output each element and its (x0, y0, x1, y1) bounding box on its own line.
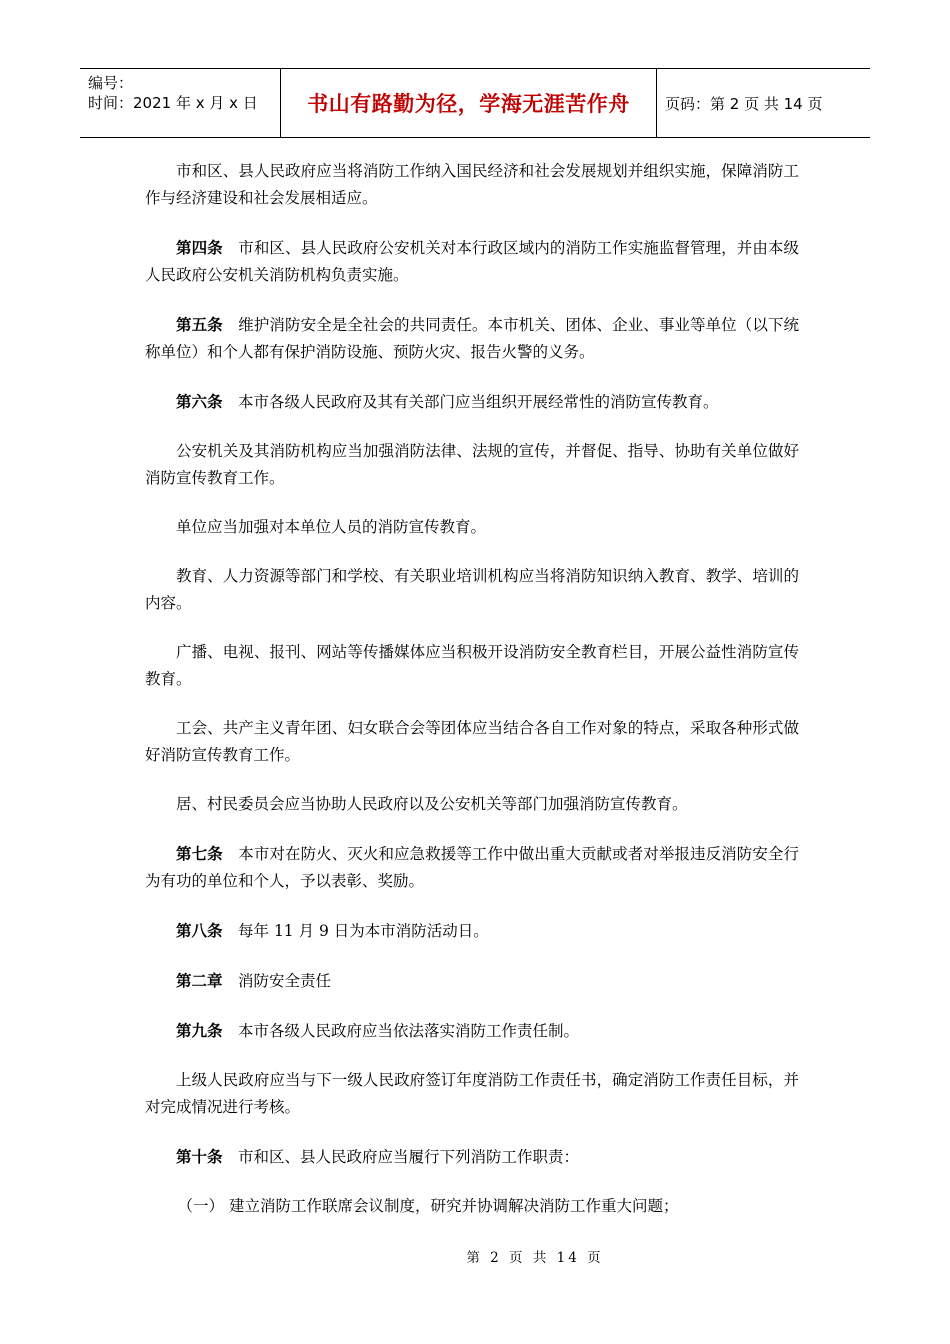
article-heading: 第十条 (176, 1147, 223, 1166)
paragraph-1 (145, 158, 799, 212)
document-time: 时间：2021 年 x 月 x 日 (88, 94, 258, 112)
paragraph-text: 广播、电视、报刊、网站等传播媒体应当积极开设消防安全教育栏目，开展公益性消防宣传教育。 (145, 643, 799, 688)
paragraph-text: 上级人民政府应当与下一级人民政府签订年度消防工作责任书，确定消防工作责任目标，并对完成情况进行考核。 (145, 1071, 799, 1116)
paragraph-5 (145, 438, 799, 492)
paragraph-text: 工会、共产主义青年团、妇女联合会等团体应当结合各自工作对象的特点，采取各种形式做好消防宣传教育工作。 (145, 719, 799, 764)
header-meta (80, 69, 281, 137)
paragraph-text: 市和区、县人民政府公安机关对本行政区域内的消防工作实施监督管理，并由本级人民政府公安机关消防机构负责实施。 (145, 239, 799, 284)
paragraph-6 (145, 514, 799, 541)
paragraph-text: 本市各级人民政府及其有关部门应当组织开展经常性的消防宣传教育。 (238, 393, 719, 411)
paragraph-text: 公安机关及其消防机构应当加强消防法律、法规的宣传，并督促、指导、协助有关单位做好消防宣传教育工作。 (145, 442, 799, 487)
article-heading: 第八条 (176, 921, 223, 940)
paragraph-text: 市和区、县人民政府应当将消防工作纳入国民经济和社会发展规划并组织实施，保障消防工作与经济建设和社会发展相适应。 (145, 162, 799, 207)
chapter-heading: 第二章 (176, 971, 223, 990)
article-6 (145, 388, 799, 416)
paragraph-7 (145, 563, 799, 617)
document-body (145, 158, 799, 1242)
paragraph-9 (145, 715, 799, 769)
paragraph-15 (145, 1067, 799, 1121)
page-header (80, 68, 870, 138)
article-4 (145, 234, 799, 289)
article-heading: 第六条 (176, 392, 223, 411)
paragraph-text: 市和区、县人民政府应当履行下列消防工作职责： (238, 1148, 580, 1166)
header-page-number: 页码：第 2 页 共 14 页 (665, 94, 823, 113)
chapter-2 (145, 967, 799, 995)
article-7 (145, 840, 799, 895)
article-5 (145, 311, 799, 366)
header-motto: 书山有路勤为径，学海无涯苦作舟 (281, 69, 657, 137)
article-heading: 第九条 (176, 1021, 223, 1040)
paragraph-text: （一） 建立消防工作联席会议制度，研究并协调解决消防工作重大问题； (177, 1197, 679, 1215)
paragraph-text: 本市各级人民政府应当依法落实消防工作责任制。 (238, 1022, 580, 1040)
document-number: 编号： (88, 74, 134, 92)
paragraph-text: 单位应当加强对本单位人员的消防宣传教育。 (176, 518, 487, 536)
paragraph-8 (145, 639, 799, 693)
paragraph-10 (145, 791, 799, 818)
chapter-title: 消防安全责任 (238, 972, 332, 990)
article-9 (145, 1017, 799, 1045)
article-10 (145, 1143, 799, 1171)
page-footer: 第 2 页 共 14 页 (466, 1250, 604, 1266)
paragraph-text: 居、村民委员会应当协助人民政府以及公安机关等部门加强消防宣传教育。 (176, 795, 688, 813)
paragraph-text: 每年 11 月 9 日为本市消防活动日。 (238, 922, 489, 940)
paragraph-text: 教育、人力资源等部门和学校、有关职业培训机构应当将消防知识纳入教育、教学、培训的内容。 (145, 567, 799, 612)
article-heading: 第五条 (176, 315, 223, 334)
article-heading: 第四条 (176, 238, 223, 257)
article-8 (145, 917, 799, 945)
paragraph-text: 维护消防安全是全社会的共同责任。本市机关、团体、企业、事业等单位（以下统称单位）和个人都有保护消防设施、预防火灾、报告火警的义务。 (145, 316, 799, 361)
list-item-1 (145, 1193, 799, 1220)
article-heading: 第七条 (176, 844, 223, 863)
paragraph-text: 本市对在防火、灭火和应急救援等工作中做出重大贡献或者对举报违反消防安全行为有功的单位和个人，予以表彰、奖励。 (145, 845, 799, 890)
